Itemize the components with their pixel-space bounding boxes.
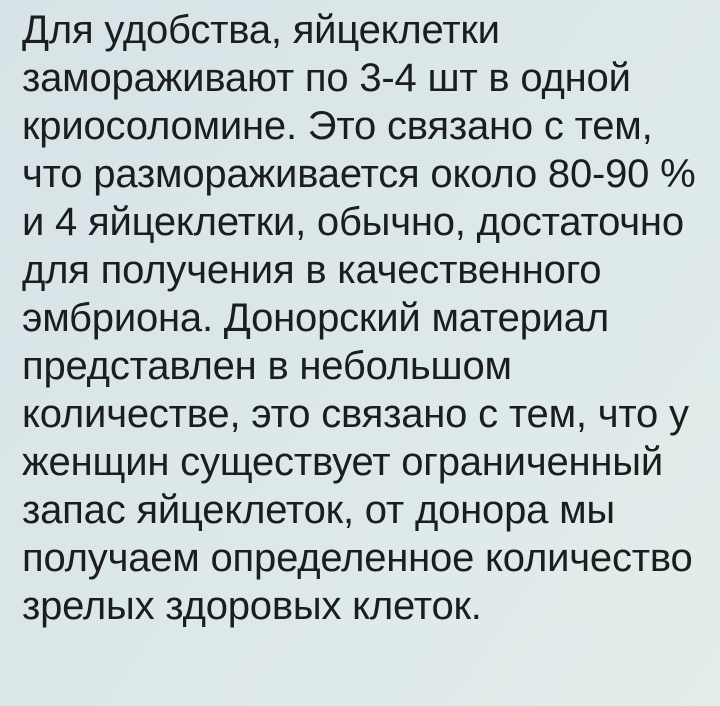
text-line: Для удобства, яйцеклетки [22, 8, 500, 52]
text-line: для получения в качественного [22, 248, 602, 292]
text-line: получаем определенное количество [22, 536, 693, 580]
text-line: криосоломине. Это связано с тем, [22, 104, 653, 148]
text-line: количестве, это связано с тем, что у [22, 392, 689, 436]
text-line: запас яйцеклеток, от донора мы [22, 488, 615, 532]
text-line: и 4 яйцеклетки, обычно, достаточно [22, 200, 684, 244]
article-text [22, 6, 720, 630]
text-line: зрелых здоровых клеток. [22, 584, 482, 628]
text-line: эмбриона. Донорский материал [22, 296, 609, 340]
text-line: женщин существует ограниченный [22, 440, 663, 484]
text-line: представлен в небольшом [22, 344, 512, 388]
text-line: замораживают по 3-4 шт в одной [22, 56, 631, 100]
text-line: что размораживается около 80-90 % [22, 152, 696, 196]
